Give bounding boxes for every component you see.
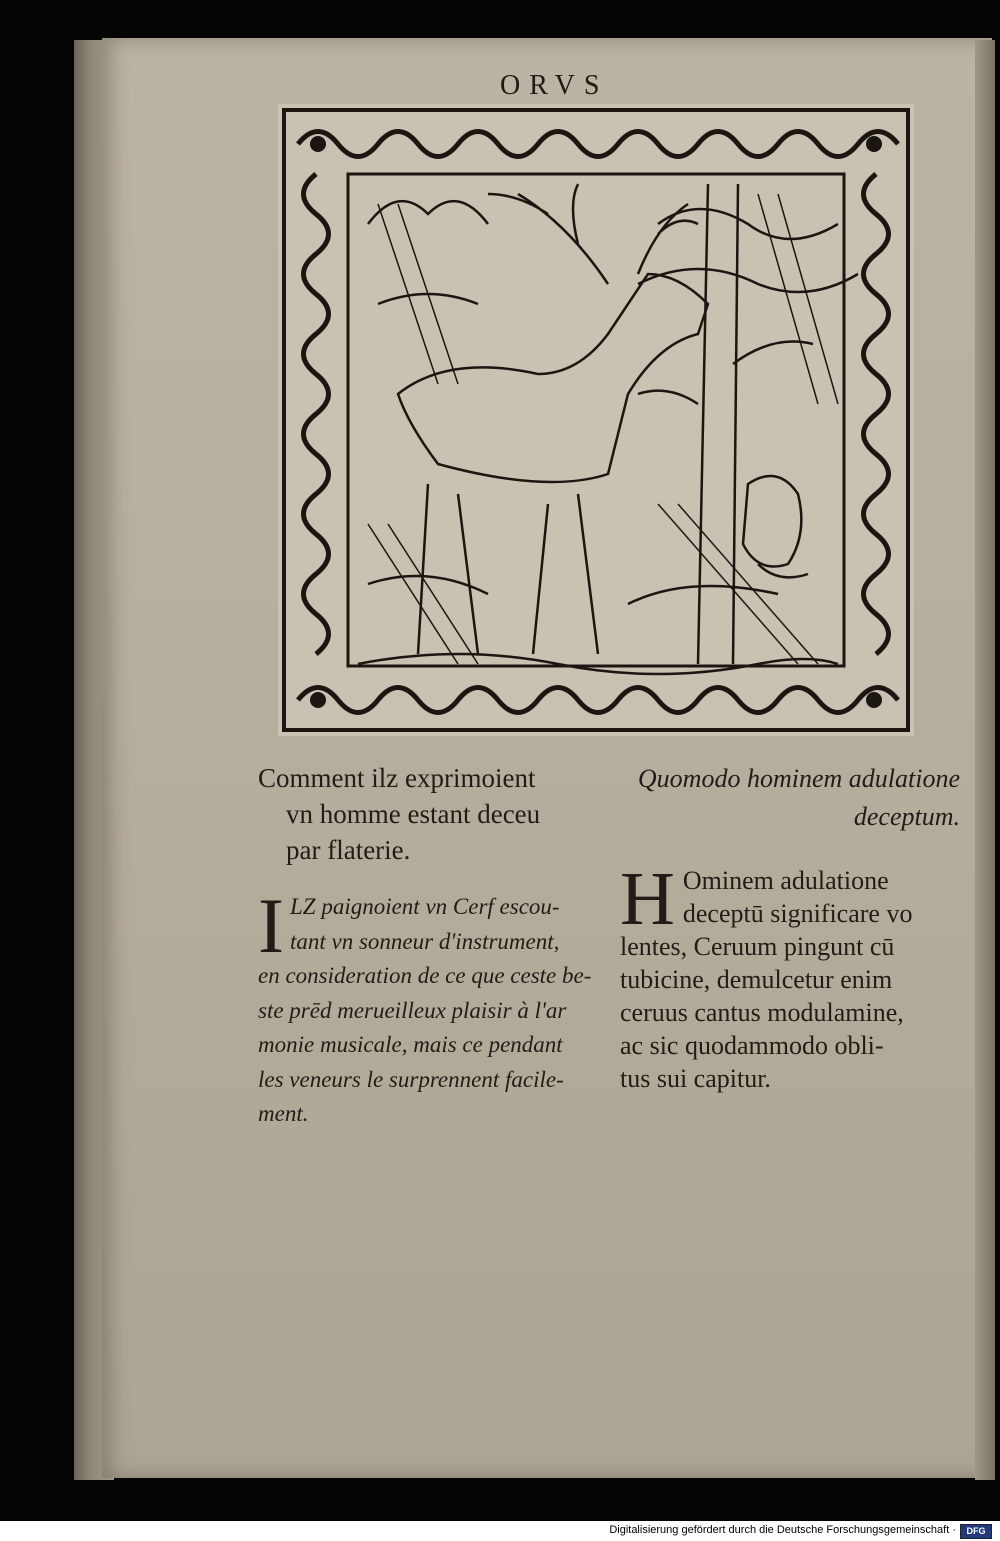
french-heading-line: Comment ilz exprimoient [258,763,536,793]
french-heading-line: par flaterie. [286,835,411,865]
latin-body-line: deceptū significare vo [682,899,913,928]
stag-woodcut-icon [278,104,914,736]
latin-body-line: ceruus cantus modulamine, [620,998,904,1027]
french-body-line: en consideration de ce que ceste be- [258,963,592,988]
footer-bar [0,1521,1000,1541]
running-head: ORVS [500,70,609,101]
french-body-line: LZ paignoient vn Cerf escou- [289,894,560,919]
french-body-line: ste prēd merueilleux plaisir à l'ar [258,997,567,1023]
french-body-line: tant vn sonneur d'instrument, [289,928,560,954]
french-heading [258,760,598,868]
french-body-line: les veneurs le surprennent facile- [258,1066,564,1092]
latin-body-line: Ominem adulatione [682,866,889,895]
drop-cap: H [620,857,675,941]
latin-body-line: tus sui capitur. [620,1064,771,1093]
latin-body-line: ac sic quodammodo obli- [620,1031,884,1060]
latin-body-line: tubicine, demulcetur enim [620,965,893,994]
funding-credit: Digitalisierung gefördert durch die Deutsche Forschungsgemeinschaft · [609,1524,956,1536]
latin-body [620,857,965,1095]
dfg-logo-icon: DFG [960,1524,992,1539]
drop-cap: I [258,882,284,969]
latin-heading-line: Quomodo hominem adulatione [637,764,960,793]
latin-body-line: lentes, Ceruum pingunt cū [620,932,895,961]
latin-heading-line: deceptum. [853,802,960,831]
french-body-line: ment. [258,1101,309,1126]
french-body-line: monie musicale, mais ce pendant [258,1032,563,1057]
page-right-edge [975,40,995,1480]
latin-heading [620,760,960,836]
french-heading-line: vn homme estant deceu [286,799,541,829]
french-body [258,882,603,1132]
